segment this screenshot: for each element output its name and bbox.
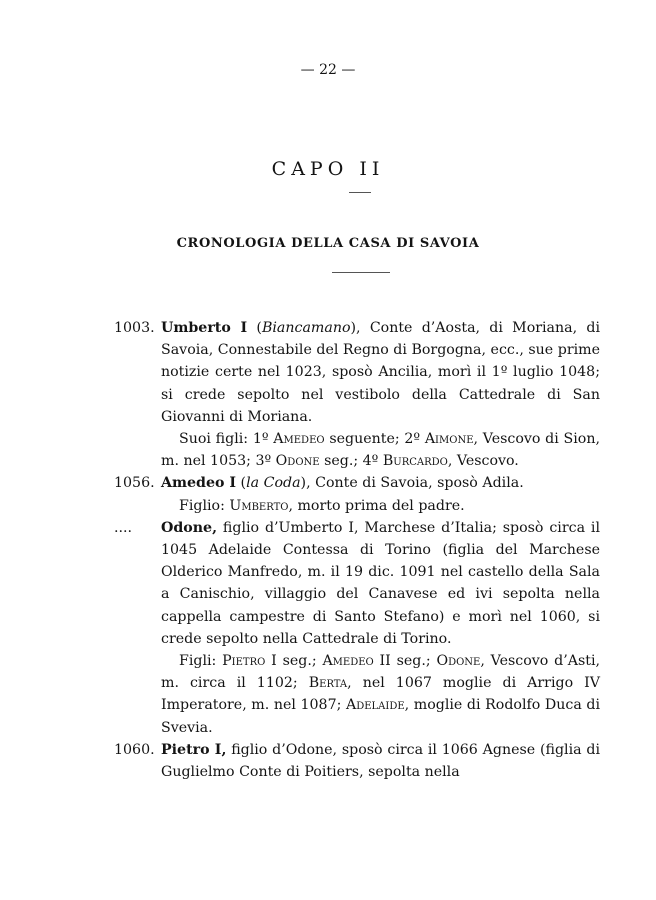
entry-year: .... xyxy=(114,519,133,536)
ruler-name: Amedeo I xyxy=(161,475,237,492)
entry-pietro-i xyxy=(100,739,600,783)
entry-text: Umberto I (Biancamano), Conte d’Aosta, di Moriana, di Savoia, Connestabile del Regno di Borgogna, ecc., sue prime notizie certe nel 1023, sposò Ancilia, morì il 1º luglio 1048; si crede sepolto nel vestibolo della Cattedrale di San Giovanni di Moriana. xyxy=(161,320,601,425)
entry-text: Amedeo I (la Coda), Conte di Savoia, sposò Adila. xyxy=(161,475,524,492)
entry-year: 1003. xyxy=(114,320,155,336)
entry-odone xyxy=(100,517,600,739)
ruler-epithet: la Coda xyxy=(246,475,301,492)
ruler-name: Pietro I, xyxy=(161,741,227,758)
section-divider xyxy=(332,272,390,273)
entry-description: figlio d’Umberto I, Marchese d’Italia; sposò circa il 1045 Adelaide Contessa di Torino (figlia del Marchese Olderico Manfredo, m. il 19 dic. 1091 nel castello della Sala a Canischio, villaggio del Canavese ed ivi sepolta nella cappella campestre di Santo Stefano) e morì nel 1060, si crede sepolto nella Cattedrale di Torino. xyxy=(161,519,600,647)
page-number: — 22 — xyxy=(300,62,356,78)
title-divider xyxy=(349,192,371,193)
chronology-list xyxy=(100,317,600,783)
entry-text xyxy=(161,739,600,783)
section-title: CRONOLOGIA DELLA CASA DI SAVOIA xyxy=(176,236,480,251)
ruler-epithet: Biancamano xyxy=(261,320,351,336)
chapter-title: CAPO II xyxy=(271,158,385,180)
entry-umberto-i xyxy=(100,317,600,472)
entry-children: Figli: Pietro I seg.; Amedeo II seg.; Odone, Vescovo d’Asti, m. circa il 1102; Berta, nel 1067 moglie di Arrigo IV Imperatore, m. nel 1087; Adelaide, moglie di Rodolfo Duca di Svevia. xyxy=(161,653,601,736)
entry-year: 1060. xyxy=(114,741,155,758)
entry-description: figlio d’Odone, sposò circa il 1066 Agnese (figlia di Guglielmo Conte di Poitiers, sepolta nella xyxy=(161,741,600,781)
entry-children: Figlio: Umberto, morto prima del padre. xyxy=(179,497,465,514)
entry-text xyxy=(161,517,600,650)
entry-amedeo-i xyxy=(100,472,600,516)
entry-description: ), Conte di Savoia, sposò Adila. xyxy=(300,475,524,492)
ruler-name: Umberto I xyxy=(161,320,248,336)
entry-year: 1056. xyxy=(114,475,155,492)
ruler-name: Odone, xyxy=(161,519,218,536)
entry-description: ), Conte d’Aosta, di Moriana, di Savoia, Connestabile del Regno di Borgogna, ecc., sue prime notizie certe nel 1023, sposò Ancilia, morì il 1º luglio 1048; si crede sepolto nel vestibolo della Cattedrale di San Giovanni di Moriana. xyxy=(161,320,601,425)
entry-children: Suoi figli: 1º Amedeo seguente; 2º Aimone, Vescovo di Sion, m. nel 1053; 3º Odone seg.; 4º Burcardo, Vescovo. xyxy=(161,431,600,470)
